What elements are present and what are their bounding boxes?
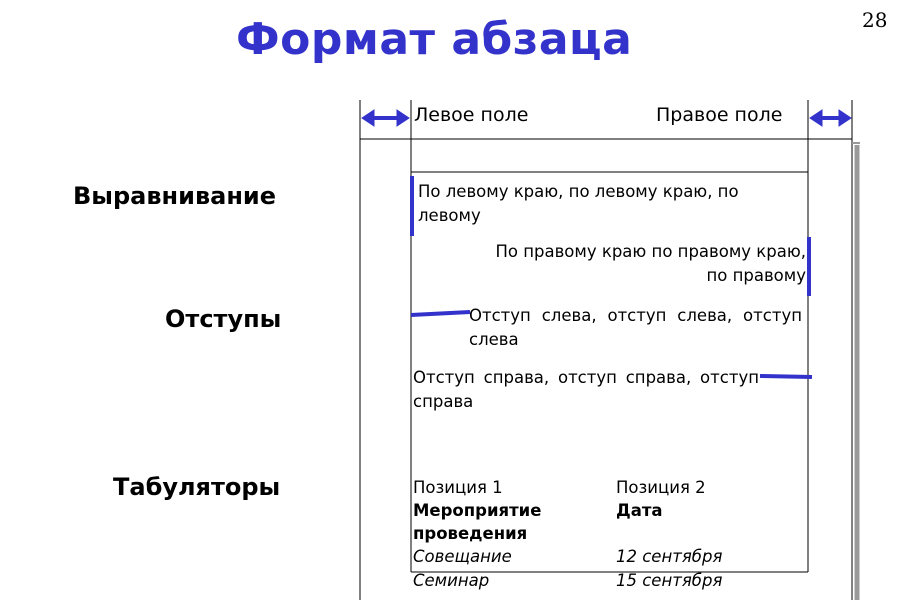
page-title: Формат абзаца [236,14,633,65]
right-aligned-line-1: По правому краю по правому краю, [495,242,806,261]
tabs-label: Табуляторы [113,473,281,501]
tab-position-1: Позиция 1 [413,478,503,497]
left-indent-paragraph: Отступ слева, отступ слева, отступ слева [469,306,802,349]
slide-number: 28 [862,8,888,32]
indents-label: Отступы [165,305,282,333]
tab-event-cell: Семинар [413,571,490,590]
right-aligned-paragraph [420,240,806,288]
alignment-label: Выравнивание [73,182,277,210]
tabs-bold-row [413,499,808,545]
right-aligned-line-2: по правому [706,266,806,285]
tab-date-cell: 15 сентября [616,571,723,590]
tab-date-header: Дата [616,501,663,520]
left-aligned-paragraph: По левому краю, по левому краю, по левому [418,182,739,225]
right-margin-arrow [810,110,851,126]
tabs-header-row [413,476,808,499]
tab-event-cell: Совещание [413,547,512,566]
tabs-row [413,569,808,592]
tab-event-header: Мероприятие проведения [413,501,542,543]
left-margin-label: Левое поле [414,104,529,126]
tab-date-cell: 12 сентября [616,547,723,566]
right-indent-marker [760,376,812,377]
right-indent-paragraph: Отступ справа, отступ справа, отступ справа [413,368,759,411]
left-margin-arrow [362,110,409,126]
right-margin-label: Правое поле [656,104,783,126]
left-indent-marker [411,312,470,315]
tab-position-2: Позиция 2 [616,478,706,497]
tabs-row [413,545,808,568]
